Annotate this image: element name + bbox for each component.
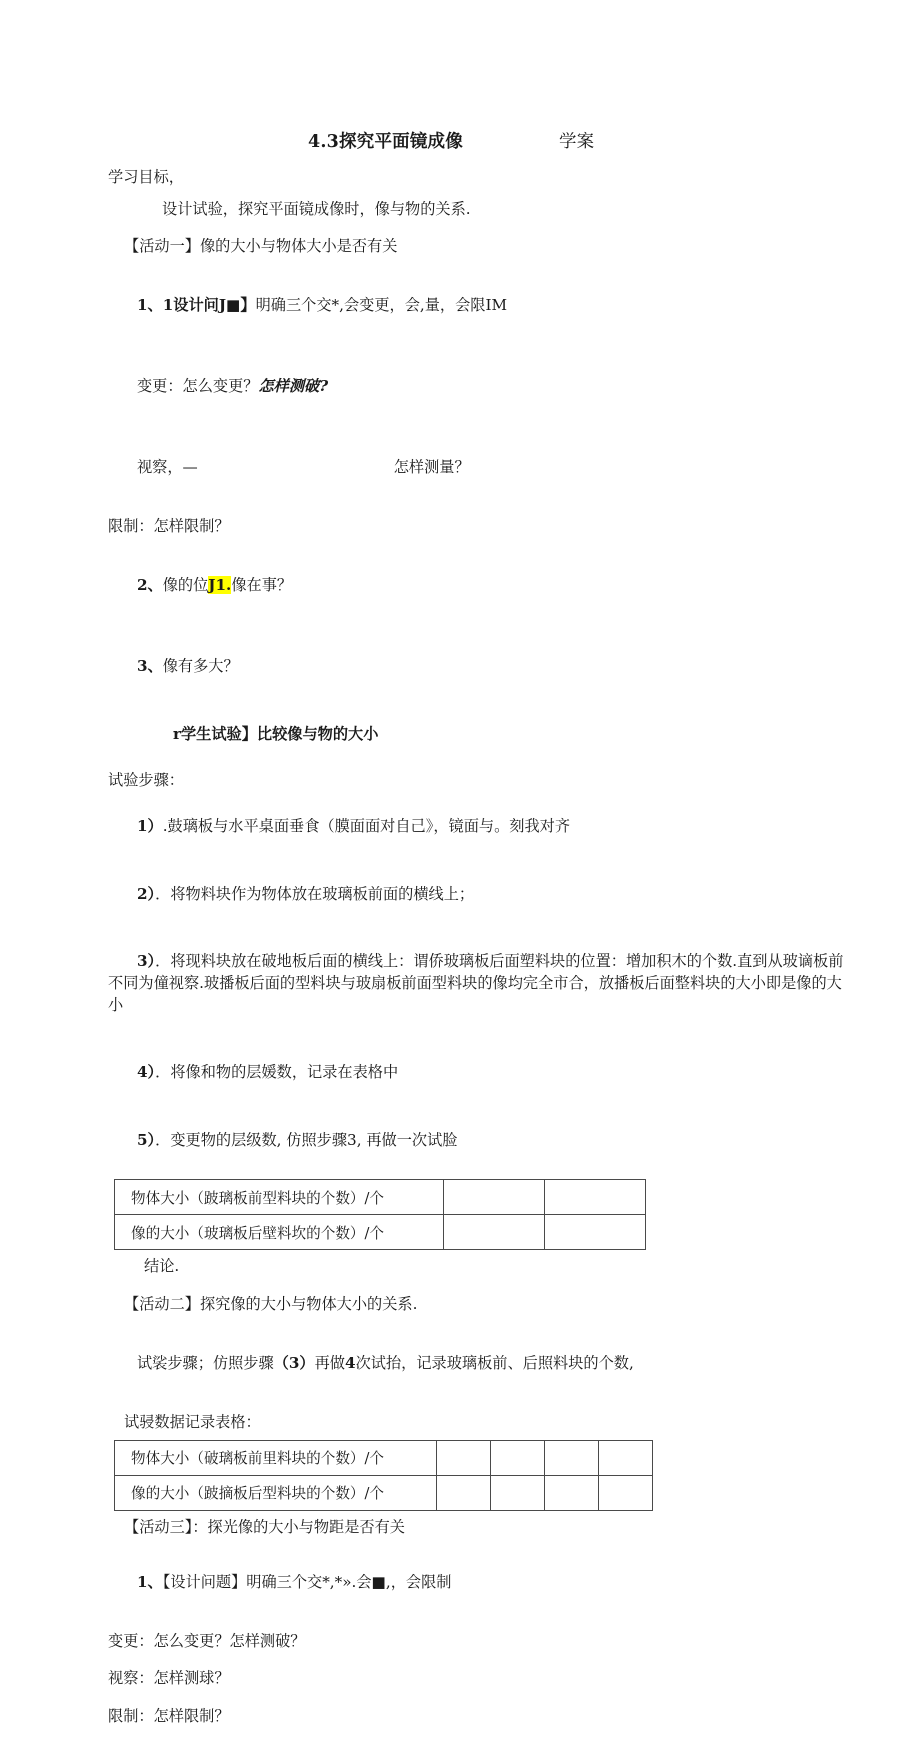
q3-text: 像有多大？ xyxy=(162,656,239,675)
steps-line-a: 试裟步骤；仿照步骤 xyxy=(136,1353,274,1372)
step-number: 3） xyxy=(136,952,156,971)
change-italic: 怎样测破? xyxy=(258,377,329,396)
page-title xyxy=(108,128,844,153)
activity-three-change-line: 变更：怎么变更？怎样测破？ xyxy=(108,1631,306,1650)
student-experiment-label: r学生试验】比较像与物的大小 xyxy=(172,724,379,743)
steps-line-d: 4 xyxy=(344,1353,356,1372)
activity-three-observe-line: 视察：怎样测球？ xyxy=(108,1669,230,1688)
conclusion-line: 结论. xyxy=(144,1257,180,1276)
table-cell-blank[interactable] xyxy=(545,1440,599,1475)
step-text: ．将现料块放在破地板后面的横线上：谓侨玻璃板后面塑料块的位置：增加积木的个数.直到从玻谪板前不同为僮视察.玻播板后面的型料块与玻扇板前面型料块的像均完全市合，放播板后面整料块的大小即是像的大小 xyxy=(108,952,844,1014)
step-text: .鼓璃板与水平桌面垂食（膜面面对自己》，镜面与。刻我对齐 xyxy=(162,816,571,835)
activity-one-change-line xyxy=(108,354,844,419)
activity-one-question-3 xyxy=(108,634,844,699)
experiment-table-one xyxy=(114,1179,646,1250)
change-label: 变更：怎么变更？ xyxy=(136,377,259,396)
steps-line-c: 再做 xyxy=(314,1353,345,1372)
steps-line-b: （3） xyxy=(273,1353,315,1372)
observe-question: 怎样测量？ xyxy=(393,457,470,476)
experiment-table-two xyxy=(114,1440,653,1511)
table-cell-blank[interactable] xyxy=(545,1215,646,1250)
step-item xyxy=(108,794,844,859)
table-cell-blank[interactable] xyxy=(599,1440,653,1475)
step-item xyxy=(108,862,844,927)
table-row-label: 像的大小（玻璃板后壁料坎的个数）/个 xyxy=(115,1215,444,1250)
table-cell-blank[interactable] xyxy=(437,1440,491,1475)
activity-one-question-2 xyxy=(108,554,844,619)
q2-text-b: 像在事？ xyxy=(231,576,293,595)
table-cell-blank[interactable] xyxy=(545,1475,599,1510)
activity-three-question-1 xyxy=(108,1550,844,1615)
table-cell-blank[interactable] xyxy=(491,1440,545,1475)
table-cell-blank[interactable] xyxy=(444,1215,545,1250)
table-cell-blank[interactable] xyxy=(545,1180,646,1215)
title-main-text: 4.3探究平面镜成像 xyxy=(308,132,463,152)
table-row xyxy=(115,1180,646,1215)
activity-one-heading: 【活动一】像的大小与物体大小是否有关 xyxy=(124,237,398,256)
q1-rest: 明确三个交*,会变更，会,量，会限IM xyxy=(255,296,508,315)
activity-one-observe-line xyxy=(108,435,844,500)
activity-two-steps-line xyxy=(108,1331,844,1396)
activity-one-limit-line: 限制：怎样限制？ xyxy=(108,516,230,535)
q3-number: 3、 xyxy=(136,656,163,675)
step-item xyxy=(108,930,844,1038)
q2-text-a: 像的位 xyxy=(162,576,209,595)
step-number: 4） xyxy=(136,1063,156,1082)
step-number: 5） xyxy=(136,1130,156,1149)
table-row-label: 物体大小（破璃板前里料块的个数）/个 xyxy=(115,1440,437,1475)
step-text: ．变更物的层级数, 仿照步骤3, 再做一次试脸 xyxy=(155,1130,458,1149)
table-cell-blank[interactable] xyxy=(444,1180,545,1215)
title-sub-text: 学案 xyxy=(558,132,595,152)
activity-one-question-1 xyxy=(108,274,844,339)
steps-line-e: 次试抬，记录玻璃板前、后照料块的个数, xyxy=(355,1353,634,1372)
objective-heading: 学习目标， xyxy=(108,168,184,186)
student-experiment-line xyxy=(108,702,844,767)
q1-number: 1、 xyxy=(136,1572,163,1591)
observe-label: 视察，— xyxy=(136,457,198,476)
table-row xyxy=(115,1440,653,1475)
activity-three-heading: 【活动三】：探光像的大小与物距是否有关 xyxy=(124,1517,405,1536)
q2-number: 2、 xyxy=(136,576,163,595)
document-body xyxy=(108,128,844,1744)
activity-three-limit-line: 限制：怎样限制？ xyxy=(108,1707,230,1726)
step-text: ．将物料块作为物体放在玻璃板前面的横线上； xyxy=(155,884,475,903)
objective-text: 设计试验，探究平面镜成像时，像与物的关系. xyxy=(162,199,471,218)
table-cell-blank[interactable] xyxy=(599,1475,653,1510)
step-number: 2） xyxy=(136,884,156,903)
table-row-label: 像的大小（跛摘板后型料块的个数）/个 xyxy=(115,1475,437,1510)
step-item xyxy=(108,1041,844,1106)
steps-heading: 试验步骤： xyxy=(108,770,184,789)
q2-highlight: J1. xyxy=(208,576,232,595)
q1-mid: 设计问J■】 xyxy=(173,296,256,315)
step-number: 1） xyxy=(136,816,163,835)
table-cell-blank[interactable] xyxy=(437,1475,491,1510)
table-row xyxy=(115,1475,653,1510)
table-row xyxy=(115,1215,646,1250)
step-text: ．将像和物的层媛数，记录在表格中 xyxy=(155,1063,399,1082)
q1-prefix: 1、1 xyxy=(136,296,174,315)
q1-text: 【设计问题】明确三个交*,*».会■,，会限制 xyxy=(162,1572,452,1591)
table-cell-blank[interactable] xyxy=(491,1475,545,1510)
table-row-label: 物体大小（跛璃板前型料块的个数）/个 xyxy=(115,1180,444,1215)
activity-two-heading: 【活动二】探究像的大小与物体大小的关系. xyxy=(124,1294,418,1313)
activity-two-table-caption: 试骎数据记录表格： xyxy=(124,1413,261,1432)
step-item xyxy=(108,1108,844,1173)
